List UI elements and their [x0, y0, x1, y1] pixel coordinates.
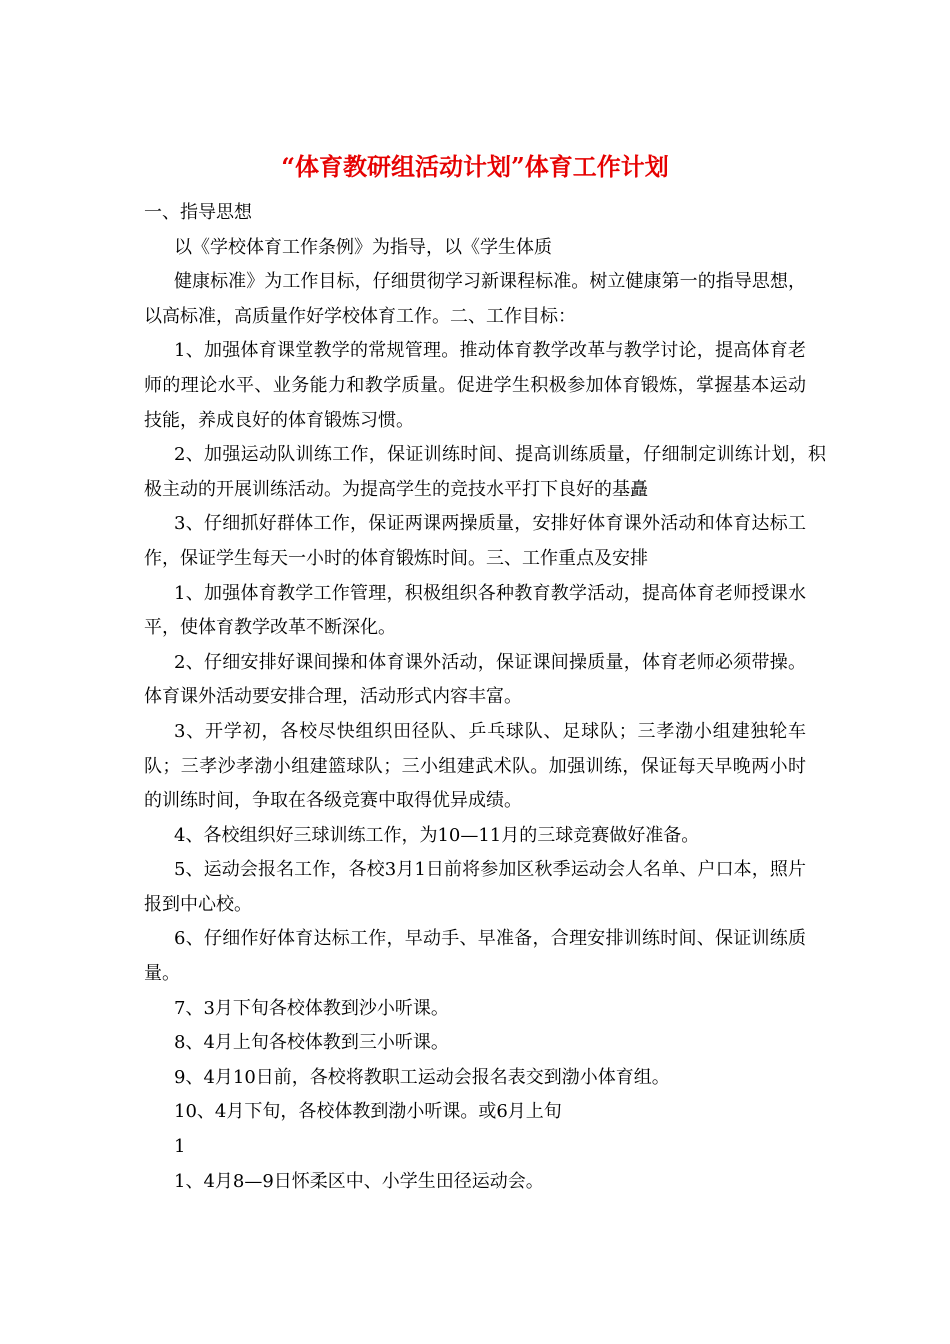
document-body [144, 196, 826, 1199]
paragraph: 5、运动会报名工作，各校3月1日前将参加区秋季运动会人名单、户口本，照片报到中心校。 [144, 859, 806, 915]
paragraph: 9、4月10日前，各校将教职工运动会报名表交到渤小体育组。 [174, 1066, 670, 1088]
paragraph: 1、加强体育课堂教学的常规管理。推动体育教学改革与教学讨论，提高体育老师的理论水平、业务能力和教学质量。促进学生积极参加体育锻炼，掌握基本运动技能，养成良好的体育锻炼习惯。 [144, 340, 806, 431]
paragraph: 2、仔细安排好课间操和体育课外活动，保证课间操质量，体育老师必须带操。体育课外活动要安排合理，活动形式内容丰富。 [144, 651, 806, 708]
paragraph: 3、仔细抓好群体工作，保证两课两操质量，安排好体育课外活动和体育达标工作，保证学生每天一小时的体育锻炼时间。三、工作重点及安排 [144, 513, 806, 569]
paragraph: 1、4月8—9日怀柔区中、小学生田径运动会。 [174, 1170, 544, 1192]
paragraph: 7、3月下旬各校体教到沙小听课。 [174, 997, 449, 1019]
paragraph: 健康标准》为工作目标，仔细贯彻学习新课程标准。树立健康第一的指导思想，以高标准，高质量作好学校体育工作。二、工作目标： [144, 271, 806, 327]
paragraph: 1、加强体育教学工作管理，积极组织各种教育教学活动，提高体育老师授课水平，使体育教学改革不断深化。 [144, 582, 806, 639]
page-number: 1 [174, 1136, 186, 1158]
paragraph: 8、4月上旬各校体教到三小听课。 [174, 1032, 449, 1054]
paragraph: 3、开学初，各校尽快组织田径队、乒乓球队、足球队；三孝渤小组建独轮车队；三孝沙孝渤小组建篮球队；三小组建武术队。加强训练，保证每天早晚两小时的训练时间，争取在各级竞赛中取得优异成绩。 [144, 720, 806, 812]
document-title: “体育教研组活动计划”体育工作计划 [281, 152, 669, 181]
paragraph: 2、加强运动队训练工作，保证训练时间、提高训练质量，仔细制定训练计划，积极主动的开展训练活动。为提高学生的竞技水平打下良好的基矗 [144, 444, 826, 500]
section-heading: 一、指导思想 [144, 202, 252, 223]
paragraph: 4、各校组织好三球训练工作，为10—11月的三球竞赛做好准备。 [174, 824, 700, 846]
paragraph: 6、仔细作好体育达标工作，早动手、早准备，合理安排训练时间、保证训练质量。 [144, 928, 806, 985]
paragraph: 10、4月下旬，各校体教到渤小听课。或6月上旬 [174, 1101, 562, 1123]
paragraph: 以《学校体育工作条例》为指导，以《学生体质 [174, 236, 552, 258]
